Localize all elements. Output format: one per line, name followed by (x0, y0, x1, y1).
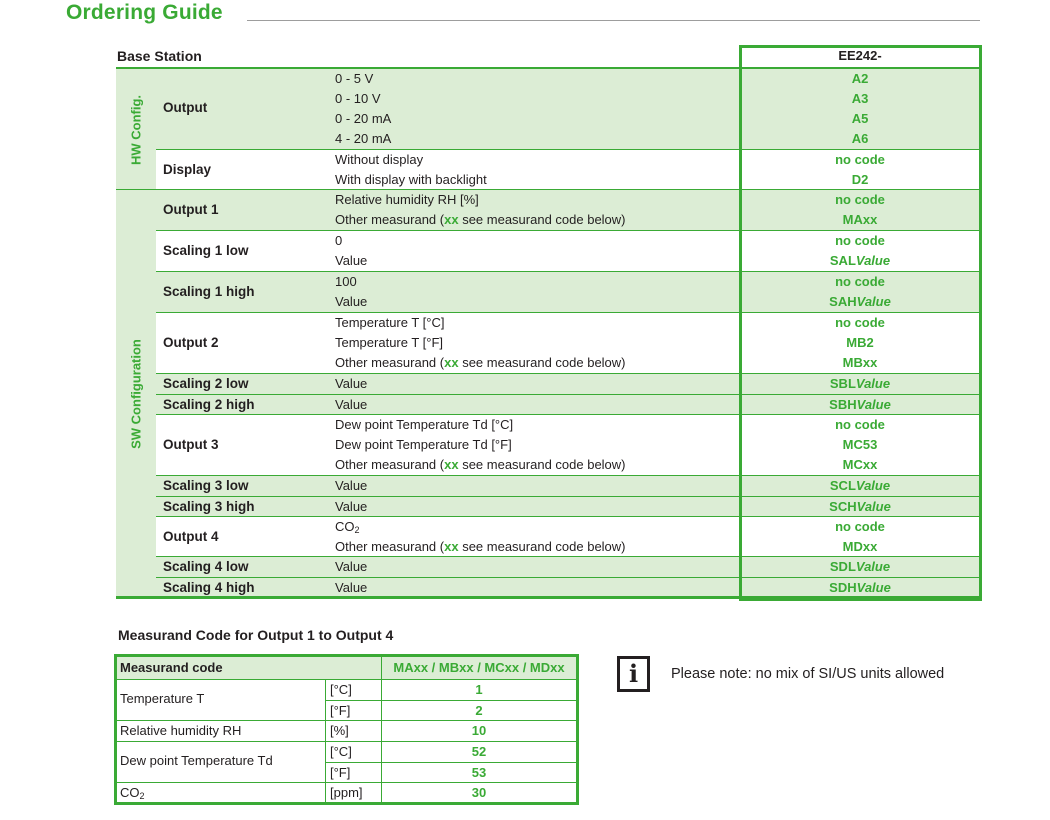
other-measurand-text: Other measurand (xx see measurand code below) (335, 355, 626, 370)
codes-output-2 (740, 313, 980, 374)
codes-output-4 (740, 517, 980, 557)
row-divider (117, 782, 576, 783)
option-label: Display (163, 162, 212, 177)
row-output (156, 69, 740, 150)
order-code: A6 (851, 131, 869, 146)
option-value: Temperature T [°C] (335, 315, 445, 330)
row-scaling-4-high (156, 578, 740, 597)
option-label: Output 2 (163, 335, 219, 350)
option-label: Scaling 4 high (163, 580, 255, 595)
option-label: Output 4 (163, 529, 219, 544)
table-bottom-border (116, 596, 981, 599)
codes-scaling-2-low (740, 374, 980, 394)
option-label: Scaling 2 low (163, 376, 249, 391)
order-code: no code (835, 192, 885, 207)
other-measurand-text: Other measurand (xx see measurand code below) (335, 212, 626, 227)
option-label: Scaling 2 high (163, 397, 255, 412)
option-value: Value (335, 397, 368, 412)
ordering-table (116, 47, 981, 599)
order-code: no code (835, 152, 885, 167)
measurand-unit: [%] (330, 723, 349, 738)
option-value: 0 - 20 mA (335, 111, 392, 126)
measurand-name: Dew point Temperature Td (120, 753, 273, 768)
order-code: SBHValue (829, 397, 891, 412)
measurand-unit: [°C] (330, 744, 352, 759)
row-output-2 (156, 313, 740, 374)
option-value: 0 - 10 V (335, 91, 381, 106)
row-scaling-4-low (156, 557, 740, 577)
option-label: Scaling 3 low (163, 478, 249, 493)
option-label: Output 1 (163, 202, 219, 217)
option-value: $CO_2$ (335, 519, 360, 535)
row-divider (325, 700, 576, 701)
row-display (156, 150, 740, 190)
row-divider (325, 762, 576, 763)
order-code: D2 (851, 172, 869, 187)
row-output-1 (156, 190, 740, 230)
option-label: Scaling 4 low (163, 559, 249, 574)
row-scaling-3-high (156, 497, 740, 516)
order-code: no code (835, 315, 885, 330)
order-code: SALValue (829, 253, 891, 268)
row-divider (117, 741, 576, 742)
option-value: Relative humidity RH [%] (335, 192, 479, 207)
order-code: MC53 (842, 437, 878, 452)
column-divider (325, 680, 326, 805)
measurand-unit: [°F] (330, 703, 351, 718)
order-code: no code (835, 519, 885, 534)
measurand-unit: [ppm] (330, 785, 363, 800)
other-measurand-text: Other measurand (xx see measurand code below) (335, 457, 626, 472)
option-label: Scaling 1 low (163, 243, 249, 258)
sw-group (116, 190, 156, 597)
measurand-unit: [°C] (330, 682, 352, 697)
codes-scaling-3-low (740, 476, 980, 496)
option-value: Value (335, 499, 368, 514)
measurand-name: Relative humidity RH (120, 723, 242, 738)
option-value: Dew point Temperature Td [°F] (335, 437, 512, 452)
measurand-table (114, 654, 579, 805)
option-value: Value (335, 376, 368, 391)
order-code: MB2 (846, 335, 874, 350)
order-code: no code (835, 274, 885, 289)
row-output-4 (156, 517, 740, 557)
option-value: Without display (335, 152, 424, 167)
row-scaling-1-high (156, 272, 740, 312)
order-code: SCHValue (829, 499, 891, 514)
measurand-code: 10 (471, 723, 487, 738)
order-code: MAxx (842, 212, 878, 227)
codes-scaling-4-low (740, 557, 980, 577)
order-code: SCLValue (829, 478, 891, 493)
option-value: Temperature T [°F] (335, 335, 444, 350)
measurand-header-label: Measurand code (120, 660, 223, 675)
codes-output (740, 69, 980, 150)
option-label: Scaling 3 high (163, 499, 255, 514)
measurand-code: 1 (475, 682, 483, 697)
codes-output-1 (740, 190, 980, 230)
option-label: Output 3 (163, 437, 219, 452)
row-output-3 (156, 415, 740, 476)
base-station-label: Base Station (117, 48, 202, 64)
hw-group (116, 69, 156, 190)
row-divider (117, 720, 576, 721)
measurand-code: 52 (471, 744, 487, 759)
model-code-header: EE242- (838, 48, 882, 63)
option-value: Value (335, 580, 368, 595)
option-value: 0 (335, 233, 343, 248)
order-code: no code (835, 233, 885, 248)
option-label: Scaling 1 high (163, 284, 255, 299)
codes-scaling-2-high (740, 395, 980, 414)
order-code: MDxx (842, 539, 878, 554)
hw-group-label: HW Config. (128, 94, 144, 165)
option-value: With display with backlight (335, 172, 487, 187)
order-code: A2 (851, 71, 869, 86)
measurand-title: Measurand Code for Output 1 to Output 4 (118, 627, 394, 643)
sw-group-label: SW Configuration (128, 338, 144, 449)
option-label: Output (163, 100, 208, 115)
table-header (116, 47, 981, 69)
option-value: 0 - 5 V (335, 71, 374, 86)
measurand-code: 2 (475, 703, 483, 718)
order-code: A5 (851, 111, 869, 126)
option-value: Dew point Temperature Td [°C] (335, 417, 514, 432)
codes-display (740, 150, 980, 190)
option-value: 4 - 20 mA (335, 131, 392, 146)
option-value: Value (335, 294, 368, 309)
measurand-unit: [°F] (330, 765, 351, 780)
order-code: MCxx (842, 457, 878, 472)
row-scaling-2-low (156, 374, 740, 394)
measurand-name: Temperature T (120, 691, 205, 706)
order-code: SBLValue (829, 376, 891, 391)
order-code: MBxx (842, 355, 878, 370)
row-scaling-2-high (156, 395, 740, 414)
page-title: Ordering Guide (66, 1, 223, 24)
codes-output-3 (740, 415, 980, 476)
option-value: Value (335, 559, 368, 574)
measurand-code: 30 (471, 785, 487, 800)
row-scaling-3-low (156, 476, 740, 496)
units-note: Please note: no mix of SI/US units allowed (671, 666, 945, 682)
measurand-header-codes: MAxx / MBxx / MCxx / MDxx (393, 660, 565, 675)
option-value: Value (335, 253, 368, 268)
row-scaling-1-low (156, 231, 740, 271)
option-value: Value (335, 478, 368, 493)
info-icon: i (617, 656, 650, 692)
order-code: SAHValue (829, 294, 891, 309)
title-rule (247, 20, 980, 21)
codes-scaling-1-low (740, 231, 980, 271)
option-value: 100 (335, 274, 357, 289)
other-measurand-text: Other measurand (xx see measurand code below) (335, 539, 626, 554)
measurand-header (117, 657, 576, 680)
measurand-name: $CO_2$ (120, 785, 145, 801)
order-code: no code (835, 417, 885, 432)
order-code: A3 (851, 91, 869, 106)
codes-scaling-3-high (740, 497, 980, 516)
codes-scaling-4-high (740, 578, 980, 597)
order-code: SDHValue (829, 580, 891, 595)
measurand-code: 53 (471, 765, 487, 780)
order-code: SDLValue (829, 559, 891, 574)
codes-scaling-1-high (740, 272, 980, 312)
